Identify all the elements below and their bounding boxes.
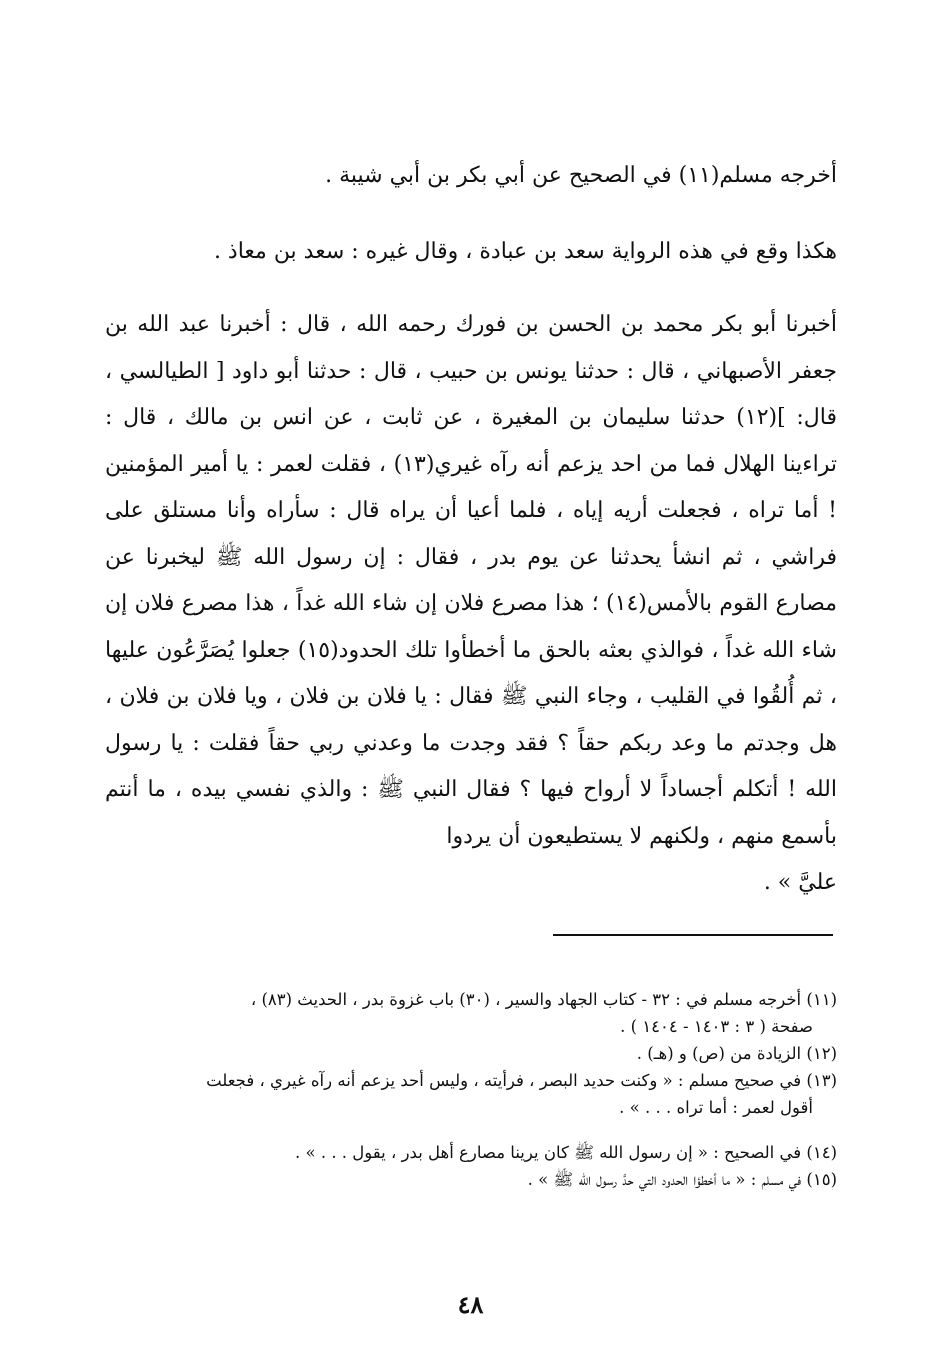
- footnote-11-line1: (١١) أخرجه مسلم في : ٣٢ - كتاب الجهاد والسير ، (٣٠) باب غزوة بدر ، الحديث (٨٣) ،: [250, 990, 837, 1009]
- paragraph-hadith: [105, 302, 837, 907]
- page-number: ٤٨: [457, 1290, 484, 1319]
- footnote-11-line2: صفحة ( ٣ : ١٤٠٣ - ١٤٠٤ ) .: [620, 1017, 813, 1036]
- footnote-12: (١٢) الزيادة من (ص) و (هـ) .: [636, 1044, 837, 1063]
- paragraph-note: هكذا وقع في هذه الرواية سعد بن عبادة ، وقال غيره : سعد بن معاذ .: [213, 239, 837, 264]
- footnote-13: [105, 1067, 837, 1121]
- paragraph-takhrij: أخرجه مسلم(١١) في الصحيح عن أبي بكر بن أبي شيبة .: [325, 163, 837, 188]
- footnote-13-line2: أقول لعمر : أما تراه . . . » .: [619, 1098, 813, 1117]
- footnote-13-line1: (١٣) في صحيح مسلم : « وكنت حديد البصر ، فرأيته ، وليس أحد يزعم أنه رآه غيري ، فجعلت: [206, 1071, 837, 1090]
- hadith-text-end: عليَّ » .: [763, 870, 837, 895]
- footnotes: [105, 986, 837, 1193]
- footnote-14: (١٤) في الصحيح : « إن رسول الله ﷺ كان يرينا مصارع أهل بدر ، يقول . . . » .: [295, 1143, 837, 1162]
- footnote-separator: [553, 934, 833, 936]
- footnote-15: (١٥) في مسلم : « ما أخطؤا الحدود التي حدَّ رسول الله ﷺ » .: [527, 1170, 837, 1189]
- footnote-11: [105, 986, 837, 1040]
- hadith-text: أخبرنا أبو بكر محمد بن الحسن بن فورك رحمه الله ، قال : أخبرنا عبد الله بن جعفر الأصبهاني ، قال : حدثنا يونس بن حبيب ، قال : حدثنا أبو داود [ الطيالسي ، قال: ](١٢) حدثنا سليمان بن المغيرة ، عن ثابت ، عن انس بن مالك ، قال : تراءينا الهلال فما من احد يزعم أنه رآه غيري(١٣) ، فقلت لعمر : يا أمير المؤمنين ! أما تراه ، فجعلت أريه إياه ، فلما أعيا أن يراه قال : سأراه وأنا مستلق على فراشي ، ثم انشأ يحدثنا عن يوم بدر ، فقال : إن رسول الله ﷺ ليخبرنا عن مصارع القوم بالأمس(١٤) ؛ هذا مصرع فلان إن شاء الله غداً ، هذا مصرع فلان إن شاء الله غداً ، فوالذي بعثه بالحق ما أخطأوا تلك الحدود(١٥) جعلوا يُصَرَّعُون عليها ، ثم أُلقُوا في القليب ، وجاء النبي ﷺ فقال : يا فلان بن فلان ، ويا فلان بن فلان ، هل وجدتم ما وعد ربكم حقاً ؟ فقد وجدت ما وعدني ربي حقاً فقلت : يا رسول الله ! أتكلم أجساداً لا أرواح فيها ؟ فقال النبي ﷺ : والذي نفسي بيده ، ما أنتم بأسمع منهم ، ولكنهم لا يستطيعون أن يردوا: [105, 312, 838, 849]
